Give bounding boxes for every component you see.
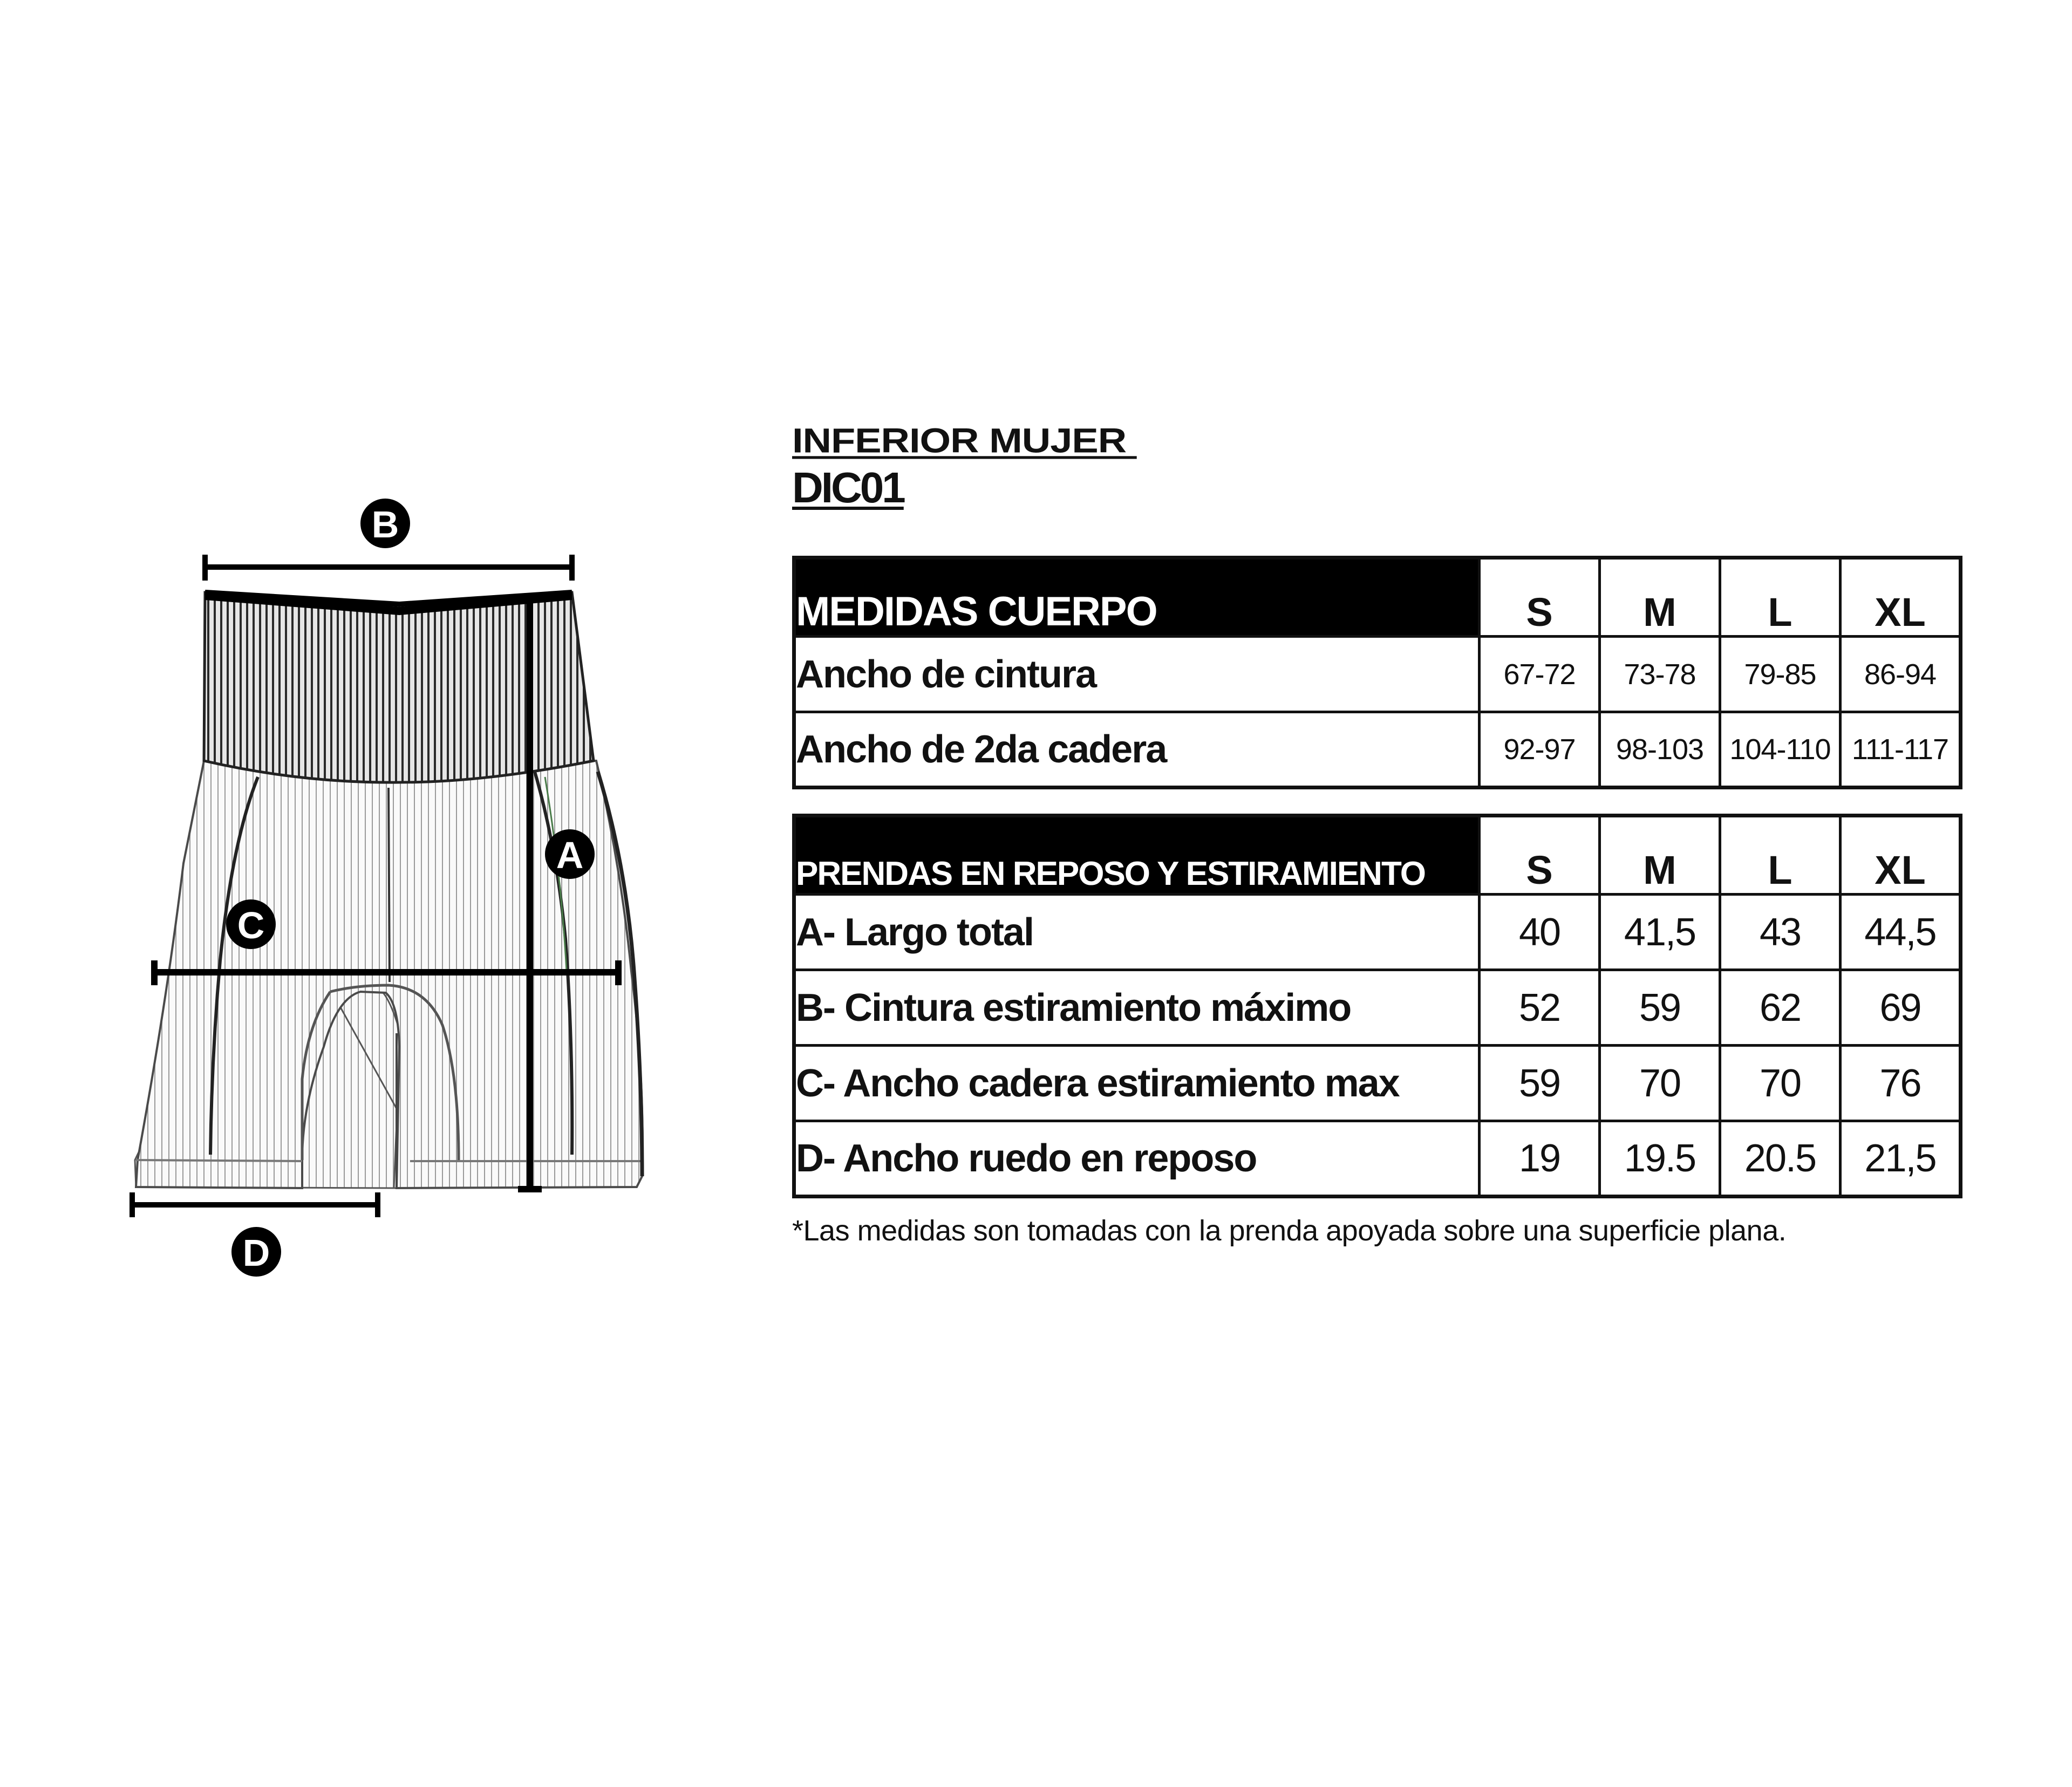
label-a-badge	[545, 829, 595, 879]
size-header-m: M	[1600, 816, 1720, 895]
label-b-badge	[360, 499, 410, 548]
size-header-m: M	[1600, 558, 1720, 637]
table-row	[794, 637, 1961, 712]
cell-value: 59	[1600, 970, 1720, 1046]
label-d-badge	[231, 1227, 281, 1277]
size-header-l: L	[1720, 816, 1841, 895]
size-header-s: S	[1480, 558, 1600, 637]
table-row	[794, 1121, 1961, 1197]
svg-text:C: C	[237, 904, 265, 946]
table-row	[794, 712, 1961, 788]
measure-line-d	[132, 1192, 378, 1217]
title-line-2: DIC01	[792, 463, 904, 511]
cell-value: 59	[1480, 1046, 1600, 1121]
footnote: *Las medidas son tomadas con la prenda apoyada sobre una superficie plana.	[792, 1215, 1787, 1247]
table-header-row	[794, 558, 1961, 637]
cell-value: 73-78	[1600, 637, 1720, 712]
label-c-badge	[226, 899, 276, 949]
size-header-s: S	[1480, 816, 1600, 895]
cell-value: 67-72	[1480, 637, 1600, 712]
table-row	[794, 1046, 1961, 1121]
cell-value: 52	[1480, 970, 1600, 1046]
cell-value: 40	[1480, 895, 1600, 970]
table-header: MEDIDAS CUERPO	[794, 558, 1480, 637]
cell-value: 62	[1720, 970, 1841, 1046]
cell-value: 111-117	[1841, 712, 1961, 788]
measure-line-b	[205, 555, 572, 581]
cell-value: 104-110	[1720, 712, 1841, 788]
row-label: Ancho de cintura	[794, 637, 1480, 712]
garment-measurements-table	[792, 814, 1962, 1198]
size-header-xl: XL	[1841, 816, 1961, 895]
size-header-xl: XL	[1841, 558, 1961, 637]
cell-value: 43	[1720, 895, 1841, 970]
table-header: PRENDAS EN REPOSO Y ESTIRAMIENTO	[794, 816, 1480, 895]
table-row	[794, 895, 1961, 970]
cell-value: 44,5	[1841, 895, 1961, 970]
cell-value: 21,5	[1841, 1121, 1961, 1197]
row-label: Ancho de 2da cadera	[794, 712, 1480, 788]
size-header-l: L	[1720, 558, 1841, 637]
row-label: C- Ancho cadera estiramiento max	[794, 1046, 1480, 1121]
cell-value: 69	[1841, 970, 1961, 1046]
row-label: B- Cintura estiramiento máximo	[794, 970, 1480, 1046]
body-measurements-table	[792, 556, 1962, 789]
cell-value: 79-85	[1720, 637, 1841, 712]
cell-value: 19	[1480, 1121, 1600, 1197]
table-row	[794, 970, 1961, 1046]
svg-text:A: A	[556, 834, 584, 876]
title-line-1: INFERIOR MUJER	[792, 421, 1137, 460]
waistband	[204, 592, 594, 782]
cell-value: 70	[1600, 1046, 1720, 1121]
cell-value: 98-103	[1600, 712, 1720, 788]
svg-text:D: D	[242, 1232, 270, 1274]
cell-value: 19.5	[1600, 1121, 1720, 1197]
cell-value: 92-97	[1480, 712, 1600, 788]
cell-value: 86-94	[1841, 637, 1961, 712]
svg-text:B: B	[371, 503, 399, 545]
table-header-row	[794, 816, 1961, 895]
row-label: A- Largo total	[794, 895, 1480, 970]
cell-value: 70	[1720, 1046, 1841, 1121]
row-label: D- Ancho ruedo en reposo	[794, 1121, 1480, 1197]
cell-value: 41,5	[1600, 895, 1720, 970]
cell-value: 20.5	[1720, 1121, 1841, 1197]
cell-value: 76	[1841, 1046, 1961, 1121]
